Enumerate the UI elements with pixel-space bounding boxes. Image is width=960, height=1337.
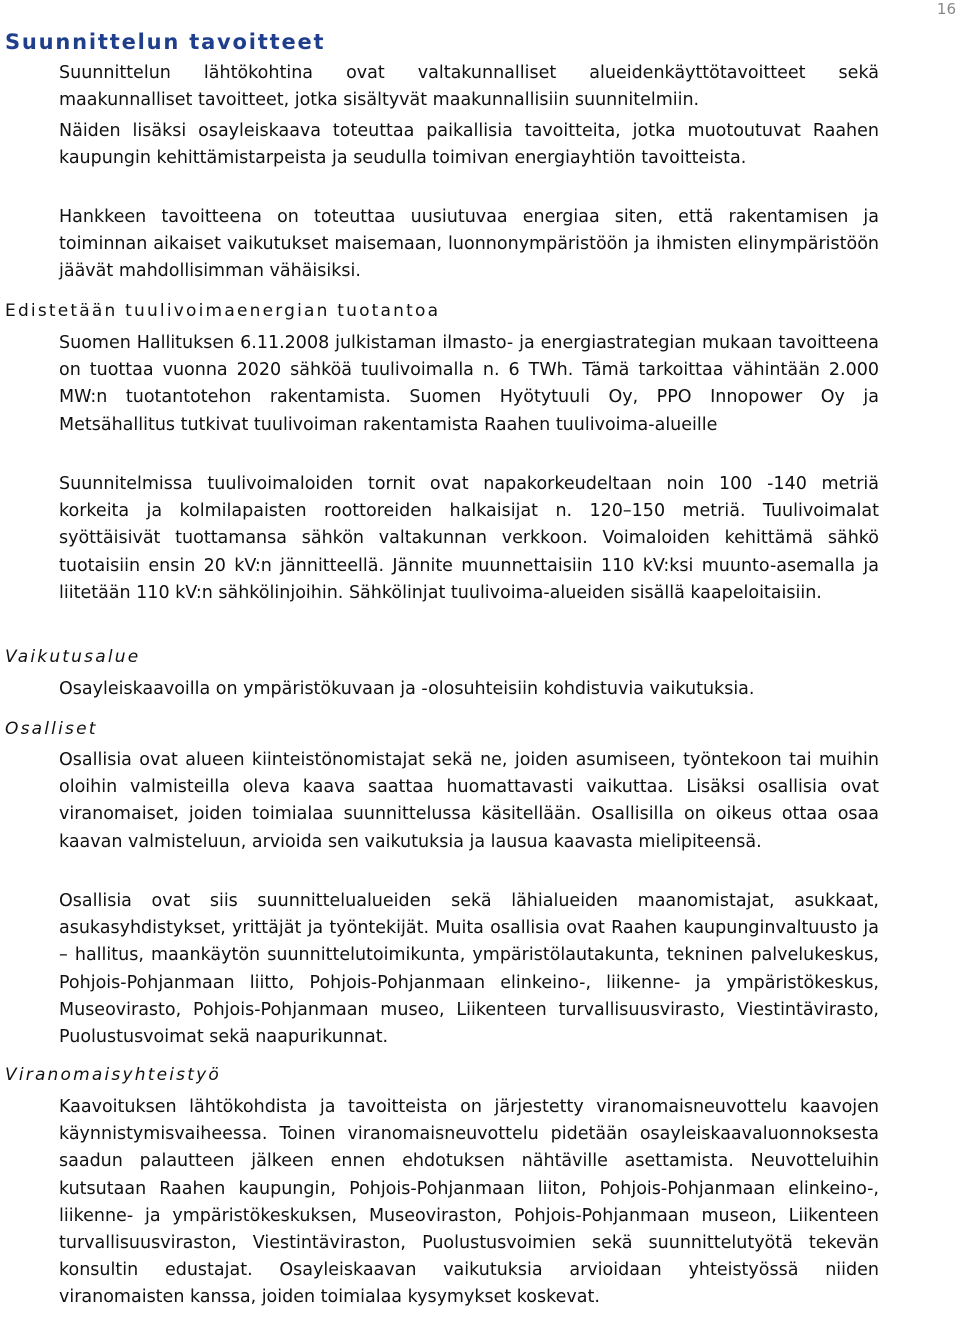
impact-heading: Vaikutusalue [5, 647, 141, 667]
authorities-paragraph: Kaavoituksen lähtökohdista ja tavoitteista on järjestetty viranomaisneuvottelu kaavojen käynnistymisvaiheessa. Toinen viranomaisneuvottelu pidetään osayleiskaavaluonnoksesta saadun palautteen jälkeen ennen ehdotuksen nähtäville asettamista. Neuvotteluihin kutsutaan Raahen kaupungin, Pohjois-Pohjanmaan liiton, Pohjois-Pohjanmaan elinkeino-, liikenne- ja ympäristökeskuksen, Museoviraston, Pohjois-Pohjanmaan museon, Liikenteen turvallisuusviraston, Viestintäviraston, Puolustusvoimien sekä suunnittelutyötä tekevän konsultin edustajat. Osayleiskaavan vaikutuksia arvioidaan yhteistyössä niiden viranomaisten kanssa, joiden toimialaa kysymykset koskevat. [59, 1097, 879, 1308]
page-title: Suunnittelun tavoitteet [5, 30, 326, 54]
parties-paragraph-1: Osallisia ovat alueen kiinteistönomistajat sekä ne, joiden asumiseen, työntekoon tai muihin oloihin valmisteilla oleva kaava saattaa huomattavasti vaikuttaa. Lisäksi osallisia ovat viranomaiset, joiden toimialaa suunnittelussa käsitellään. Osallisilla on oikeus ottaa osaa kaavan valmisteluun, arvioida sen vaikutuksia ja lausua kaavasta mielipiteensä. [59, 750, 879, 852]
authorities-heading: Viranomaisyhteistyö [5, 1065, 221, 1085]
page-number: 16 [936, 0, 956, 18]
parties-paragraph-2: Osallisia ovat siis suunnittelualueiden sekä lähialueiden maanomistajat, asukkaat, asukasyhdistykset, yrittäjät ja työntekijät. Muita osallisia ovat Raahen kaupunginvaltuusto ja – hallitus, maankäytön suunnittelutoimikunta, ympäristölautakunta, tekninen palvelukeskus, Pohjois-Pohjanmaan liitto, Pohjois-Pohjanmaan elinkeino-, liikenne- ja ympäristökeskus, Museovirasto, Pohjois-Pohjanmaan museo, Liikenteen turvallisuusvirasto, Viestintävirasto, Puolustusvoimat sekä naapurikunnat. [59, 891, 879, 1048]
wind-heading: Edistetään tuulivoimaenergian tuotantoa [5, 301, 441, 321]
goals-paragraph-1: Suunnittelun lähtökohtina ovat valtakunnalliset alueidenkäyttötavoitteet sekä maakunnalliset tavoitteet, jotka sisältyvät maakunnallisiin suunnitelmiin. [59, 63, 879, 111]
impact-paragraph: Osayleiskaavoilla on ympäristökuvaan ja -olosuhteisiin kohdistuvia vaikutuksia. [59, 679, 755, 699]
goals-paragraph-3: Hankkeen tavoitteena on toteuttaa uusiutuvaa energiaa siten, että rakentamisen ja toiminnan aikaiset vaikutukset maisemaan, luonnonympäristöön ja ihmisten elinympäristöön jäävät mahdollisimman vähäisiksi. [59, 207, 879, 282]
wind-paragraph-2: Suunnitelmissa tuulivoimaloiden tornit ovat napakorkeudeltaan noin 100 -140 metriä korkeita ja kolmilapaisten roottoreiden halkaisijat n. 120–150 metriä. Tuulivoimalat syöttäisivät tuottamansa sähkön valtakunnan verkkoon. Voimaloiden kehittämä sähkö tuotaisiin ensin 20 kV:n jännitteellä. Jännite muunnettaisiin 110 kV:ksi muunto-asemalla ja liitetään 110 kV:n sähkölinjoihin. Sähkölinjat tuulivoima-alueiden sisällä kaapeloitaisiin. [59, 474, 879, 603]
wind-paragraph-1: Suomen Hallituksen 6.11.2008 julkistaman ilmasto- ja energiastrategian mukaan tavoitteena on tuottaa vuonna 2020 sähköä tuulivoimalla n. 6 TWh. Tämä tarkoittaa vähintään 2.000 MW:n tuotantotehon rakentamista. Suomen Hyötytuuli Oy, PPO Innopower Oy ja Metsähallitus tutkivat tuulivoiman rakentamista Raahen tuulivoima-alueille [59, 333, 879, 435]
goals-paragraph-2: Näiden lisäksi osayleiskaava toteuttaa paikallisia tavoitteita, jotka muotoutuvat Raahen kaupungin kehittämistarpeista ja seudulla toimivan energiayhtiön tavoitteista. [59, 121, 879, 169]
parties-heading: Osalliset [5, 719, 98, 739]
